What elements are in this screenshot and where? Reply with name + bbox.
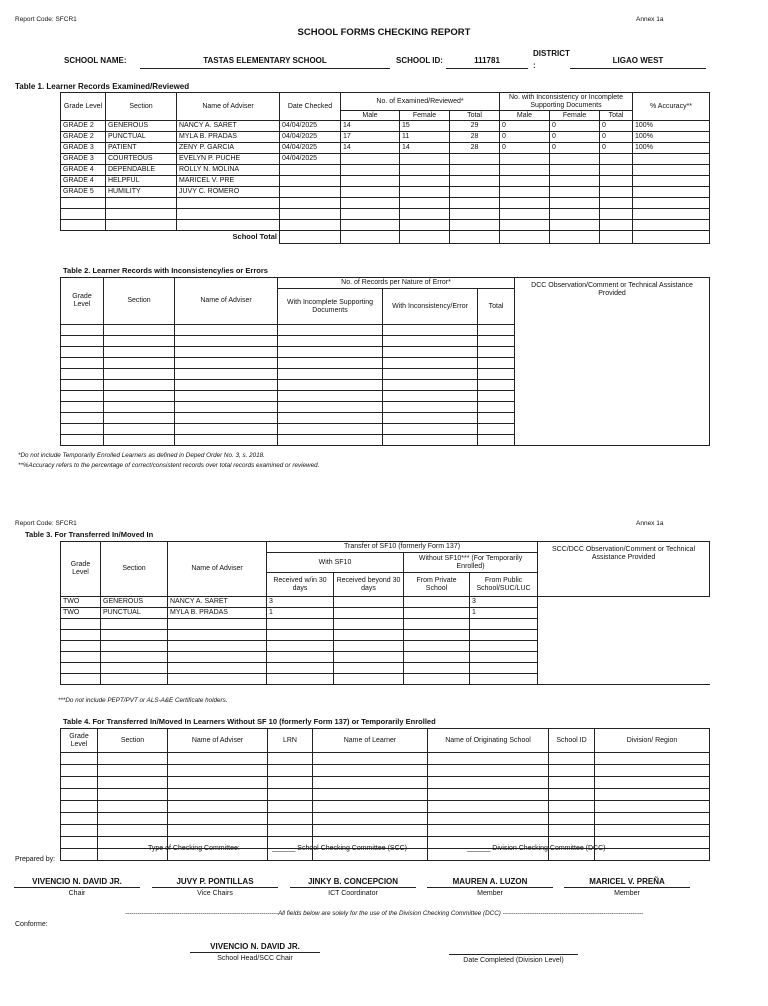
- cell-accuracy: 100%: [633, 132, 710, 143]
- cell-grade: GRADE 2: [61, 121, 106, 132]
- district-colon: :: [533, 61, 536, 70]
- cell-inc-total: 0: [600, 143, 633, 154]
- table1-title: Table 1. Learner Records Examined/Reviewed: [15, 82, 190, 91]
- cell-total: 28: [450, 143, 500, 154]
- cell-date: 04/04/2025: [280, 154, 341, 165]
- table2-title: Table 2. Learner Records with Inconsistency/ies or Errors: [63, 266, 268, 275]
- table-row: [61, 597, 710, 608]
- table-row: [61, 121, 710, 132]
- cell-adviser: MYLA B. PRADAS: [177, 132, 280, 143]
- signatory-name: MAUREN A. LUZON: [427, 877, 553, 888]
- t1-col-section: Section: [106, 93, 177, 121]
- cell-date: 04/04/2025: [280, 132, 341, 143]
- district-label: DISTRICT: [533, 49, 570, 58]
- cell-inc-male: 0: [500, 121, 550, 132]
- cell-grade: GRADE 4: [61, 176, 106, 187]
- cell-section: GENEROUS: [106, 121, 177, 132]
- cell-grade: GRADE 3: [61, 154, 106, 165]
- annex-label: Annex 1a: [636, 16, 664, 23]
- cell-female: 15: [400, 121, 450, 132]
- cell-section: HUMILITY: [106, 187, 177, 198]
- cell-grade: GRADE 2: [61, 132, 106, 143]
- cell-section: GENEROUS: [101, 597, 168, 608]
- cell-private: [404, 597, 470, 608]
- cell-private: [404, 608, 470, 619]
- school-head-signature: [190, 942, 320, 962]
- table-row: [61, 132, 710, 143]
- t3-col-public: From Public School/SUC/LUC: [470, 573, 538, 597]
- cell-section: HELPFUL: [106, 176, 177, 187]
- signatory-role: Chair: [68, 890, 86, 897]
- cell-received-within: 3: [267, 597, 334, 608]
- t3-col-observation: SCC/DCC Observation/Comment or Technical Assistance Provided: [538, 542, 710, 597]
- cell-adviser: EVELYN P. PUCHE: [177, 154, 280, 165]
- t1-col-adviser: Name of Adviser: [177, 93, 280, 121]
- signatory-name: JUVY P. PONTILLAS: [152, 877, 278, 888]
- cell-inc-female: 0: [550, 121, 600, 132]
- t3-col-received-within: Received w/in 30 days: [267, 573, 334, 597]
- signatory-name: JINKY B. CONCEPCION: [290, 877, 416, 888]
- cell-inc-female: 0: [550, 143, 600, 154]
- school-id-value: 111781: [446, 56, 528, 69]
- cell-section: PUNCTUAL: [101, 608, 168, 619]
- t2-col-observation: DCC Observation/Comment or Technical Assistance Provided: [515, 278, 710, 446]
- t1-sub-male: Male: [500, 111, 550, 121]
- cell-adviser: MARICEL V. PRE: [177, 176, 280, 187]
- cell-section: PUNCTUAL: [106, 132, 177, 143]
- school-total-label: School Total: [232, 232, 277, 242]
- cell-adviser: ZENY P. GARCIA: [177, 143, 280, 154]
- t2-col-adviser: Name of Adviser: [175, 278, 278, 325]
- t4-col-section: Section: [98, 729, 168, 753]
- table-row: [61, 187, 710, 198]
- table2: [60, 277, 710, 446]
- report-code: Report Code: SFCR1: [15, 16, 77, 23]
- t4-col-grade: Grade Level: [61, 729, 98, 753]
- cell-inc-male: 0: [500, 132, 550, 143]
- cell-female: 14: [400, 143, 450, 154]
- date-completed-line: [449, 954, 578, 955]
- signatory-role: ICT Coordinator: [328, 890, 378, 897]
- cell-inc-male: 0: [500, 143, 550, 154]
- t2-col-section: Section: [104, 278, 175, 325]
- t1-col-grade: Grade Level: [61, 93, 106, 121]
- t4-col-division: Division/ Region: [595, 729, 710, 753]
- cell-total: 28: [450, 132, 500, 143]
- cell-received-beyond: [334, 597, 404, 608]
- t4-col-adviser: Name of Adviser: [168, 729, 268, 753]
- signatory-role: Vice Chairs: [197, 890, 233, 897]
- t3-col-received-beyond: Received beyond 30 days: [334, 573, 404, 597]
- t1-col-date: Date Checked: [280, 93, 341, 121]
- annex-label-2: Annex 1a: [636, 520, 664, 527]
- committee-scc-option[interactable]: ______ School Checking Committee (SCC): [272, 845, 408, 852]
- t4-col-lrn: LRN: [268, 729, 313, 753]
- t3-col-section: Section: [101, 542, 168, 597]
- t1-sub-female: Female: [400, 111, 450, 121]
- t3-col-adviser: Name of Adviser: [168, 542, 267, 597]
- t3-col-without: Without SF10*** (For Temporarily Enrolled): [404, 553, 538, 573]
- signatory-vice-chair: [152, 877, 278, 897]
- cell-section: PATIENT: [106, 143, 177, 154]
- t4-col-learner: Name of Learner: [313, 729, 428, 753]
- prepared-by-label: Prepared by:: [15, 856, 56, 863]
- table-row: [61, 176, 710, 187]
- district-value: LIGAO WEST: [570, 56, 706, 69]
- signatory-member-2: [564, 877, 690, 897]
- t1-col-accuracy: % Accuracy**: [633, 93, 710, 121]
- t3-col-private: From Private School: [404, 573, 470, 597]
- cell-grade: GRADE 5: [61, 187, 106, 198]
- cell-grade: TWO: [61, 597, 101, 608]
- cell-date: 04/04/2025: [280, 143, 341, 154]
- report-code-2: Report Code: SFCR1: [15, 520, 77, 527]
- t4-col-school: Name of Originating School: [428, 729, 549, 753]
- cell-inc-total: 0: [600, 132, 633, 143]
- t3-col-with: With SF10: [267, 553, 404, 573]
- signatory-member-1: [427, 877, 553, 897]
- school-head-name: VIVENCIO N. DAVID JR.: [190, 942, 320, 953]
- table-row: [61, 608, 710, 619]
- table4: [60, 728, 710, 861]
- page-title: SCHOOL FORMS CHECKING REPORT: [297, 27, 471, 38]
- cell-received-within: 1: [267, 608, 334, 619]
- signatory-name: VIVENCIO N. DAVID JR.: [14, 877, 140, 888]
- cell-male: 14: [341, 143, 400, 154]
- t1-sub-total: Total: [600, 111, 633, 121]
- cell-adviser: MYLA B. PRADAS: [168, 608, 267, 619]
- signatory-role: Member: [614, 890, 640, 897]
- signatory-ict: [290, 877, 416, 897]
- cell-adviser: NANCY A. SARET: [177, 121, 280, 132]
- cell-total: 29: [450, 121, 500, 132]
- table1: [60, 92, 710, 244]
- cell-male: 17: [341, 132, 400, 143]
- cell-section: DEPENDABLE: [106, 165, 177, 176]
- signatory-name: MARICEL V. PREÑA: [564, 877, 690, 888]
- table4-title: Table 4. For Transferred In/Moved In Learners Without SF 10 (formerly Form 137) or Temporarily Enrolled: [63, 717, 436, 726]
- cell-inc-female: 0: [550, 132, 600, 143]
- table3: [60, 541, 710, 685]
- cell-adviser: NANCY A. SARET: [168, 597, 267, 608]
- footnote-3: ***Do not include PEPT/PVT or ALS-A&E Certificate holders.: [58, 697, 228, 704]
- table-row: [61, 165, 710, 176]
- t4-col-school-id: School ID: [549, 729, 595, 753]
- t1-col-inconsistency: No. with Inconsistency or Incomplete Supporting Documents: [500, 93, 633, 111]
- cell-accuracy: 100%: [633, 143, 710, 154]
- cell-section: COURTEOUS: [106, 154, 177, 165]
- t1-sub-total: Total: [450, 111, 500, 121]
- t2-col-inconsistency: With Inconsistency/Error: [383, 289, 478, 325]
- footnote-2: **%Accuracy refers to the percentage of correct/consistent records over total records examined or reviewed.: [18, 462, 320, 469]
- signatory-role: Member: [477, 890, 503, 897]
- cell-date: 04/04/2025: [280, 121, 341, 132]
- cell-received-beyond: [334, 608, 404, 619]
- signatory-chair: [14, 877, 140, 897]
- t1-sub-male: Male: [341, 111, 400, 121]
- cell-female: 11: [400, 132, 450, 143]
- table3-title: Table 3. For Transferred In/Moved In: [25, 530, 154, 539]
- t1-col-examined: No. of Examined/Reviewed*: [341, 93, 500, 111]
- date-completed-label: Date Completed (Division Level): [463, 957, 564, 964]
- conforme-label: Conforme:: [15, 921, 48, 928]
- school-name-label: SCHOOL NAME:: [64, 56, 127, 65]
- school-name-value: TASTAS ELEMENTARY SCHOOL: [140, 56, 390, 69]
- t3-col-transfer: Transfer of SF10 (formerly Form 137): [267, 542, 538, 553]
- cell-grade: GRADE 4: [61, 165, 106, 176]
- t3-col-grade: Grade Level: [61, 542, 101, 597]
- t1-sub-female: Female: [550, 111, 600, 121]
- cell-accuracy: 100%: [633, 121, 710, 132]
- t2-col-incomplete: With Incomplete Supporting Documents: [278, 289, 383, 325]
- school-id-label: SCHOOL ID:: [396, 56, 443, 65]
- school-head-role: School Head/SCC Chair: [217, 955, 293, 962]
- cell-male: 14: [341, 121, 400, 132]
- cell-grade: TWO: [61, 608, 101, 619]
- cell-adviser: JUVY C. ROMERO: [177, 187, 280, 198]
- cell-adviser: ROLLY N. MOLINA: [177, 165, 280, 176]
- committee-label: Type of Checking Committee:: [148, 845, 240, 852]
- cell-public: 1: [470, 608, 538, 619]
- cell-public: 3: [470, 597, 538, 608]
- dcc-divider-note: -------------------------------------------------------------------------All fields below are solely for the use of the Division Checking Committee (DCC) -------------------------------------------------------------------: [124, 910, 644, 917]
- cell-grade: GRADE 3: [61, 143, 106, 154]
- t2-col-total: Total: [478, 289, 515, 325]
- table-row: [61, 154, 710, 165]
- committee-dcc-option[interactable]: ______ Division Checking Committee (DCC): [467, 845, 606, 852]
- footnote-1: *Do not include Temporarily Enrolled Learners as defined in Deped Order No. 3, s. 2018.: [18, 452, 265, 459]
- t2-col-grade: Grade Level: [61, 278, 104, 325]
- cell-inc-total: 0: [600, 121, 633, 132]
- t2-col-nature: No. of Records per Nature of Error*: [278, 278, 515, 289]
- table-row: [61, 143, 710, 154]
